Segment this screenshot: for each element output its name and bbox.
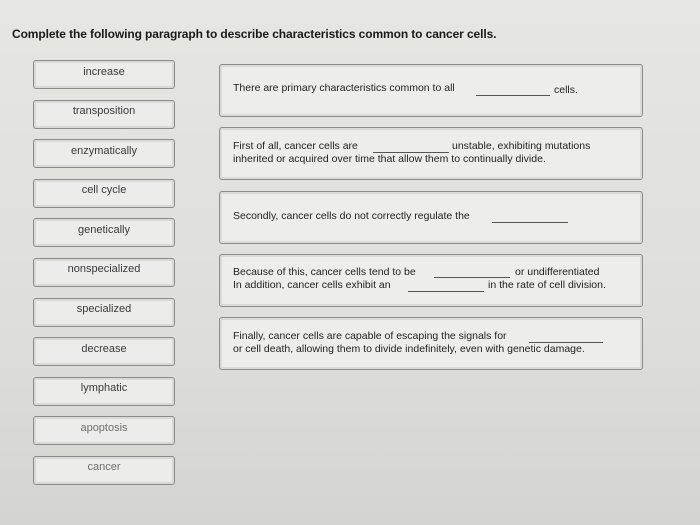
sentence-text: In addition, cancer cells exhibit an xyxy=(233,278,391,291)
word-tile-label: decrease xyxy=(81,342,127,355)
sentence-box-5 xyxy=(219,317,643,370)
answer-blank-1[interactable] xyxy=(476,95,550,96)
word-tile-transposition[interactable] xyxy=(33,100,175,129)
sentence-list xyxy=(219,64,643,380)
word-tile-label: cell cycle xyxy=(81,184,127,197)
sentence-text: Because of this, cancer cells tend to be xyxy=(233,265,416,278)
word-bank xyxy=(33,60,175,496)
sentence-text: cells. xyxy=(554,84,578,96)
word-tile-cell-cycle[interactable] xyxy=(33,179,175,208)
sentence-box-1 xyxy=(219,64,643,117)
word-tile-label: transposition xyxy=(72,105,136,118)
word-tile-label: nonspecialized xyxy=(67,263,141,276)
word-tile-nonspecialized[interactable] xyxy=(33,258,175,287)
sentence-text: First of all, cancer cells are xyxy=(233,140,358,153)
answer-blank-4[interactable] xyxy=(434,277,510,278)
sentence-text: inherited or acquired over time that allow them to continually divide. xyxy=(233,153,546,166)
sentence-text: in the rate of cell division. xyxy=(488,278,606,291)
word-tile-apoptosis[interactable] xyxy=(33,416,175,445)
word-tile-decrease[interactable] xyxy=(33,337,175,366)
sentence-text: There are primary characteristics common to all xyxy=(233,82,455,94)
sentence-text: unstable, exhibiting mutations xyxy=(452,140,591,153)
word-tile-genetically[interactable] xyxy=(33,218,175,247)
word-tile-label: lymphatic xyxy=(80,382,128,395)
word-tile-label: increase xyxy=(83,65,125,78)
word-tile-label: apoptosis xyxy=(80,421,128,434)
sentence-box-3 xyxy=(219,191,643,244)
sentence-box-2 xyxy=(219,127,643,180)
word-tile-specialized[interactable] xyxy=(33,298,175,327)
word-tile-label: specialized xyxy=(76,303,132,316)
word-tile-lymphatic[interactable] xyxy=(33,377,175,406)
sentence-text: Finally, cancer cells are capable of escaping the signals for xyxy=(233,330,507,343)
sentence-text: Secondly, cancer cells do not correctly regulate the xyxy=(233,209,470,222)
word-tile-label: genetically xyxy=(78,223,130,236)
sentence-box-4 xyxy=(219,254,643,307)
sentence-text: or cell death, allowing them to divide indefinitely, even with genetic damage. xyxy=(233,343,585,356)
sentence-text: or undifferentiated xyxy=(515,265,600,278)
word-tile-enzymatically[interactable] xyxy=(33,139,175,168)
word-tile-cancer[interactable] xyxy=(33,456,175,485)
word-tile-label: cancer xyxy=(87,461,121,474)
answer-blank-3[interactable] xyxy=(492,222,568,223)
word-tile-label: enzymatically xyxy=(70,144,138,157)
instructions-text: Complete the following paragraph to describe characteristics common to cancer cells. xyxy=(12,27,497,41)
answer-blank-5[interactable] xyxy=(408,291,484,292)
word-tile-increase[interactable] xyxy=(33,60,175,89)
